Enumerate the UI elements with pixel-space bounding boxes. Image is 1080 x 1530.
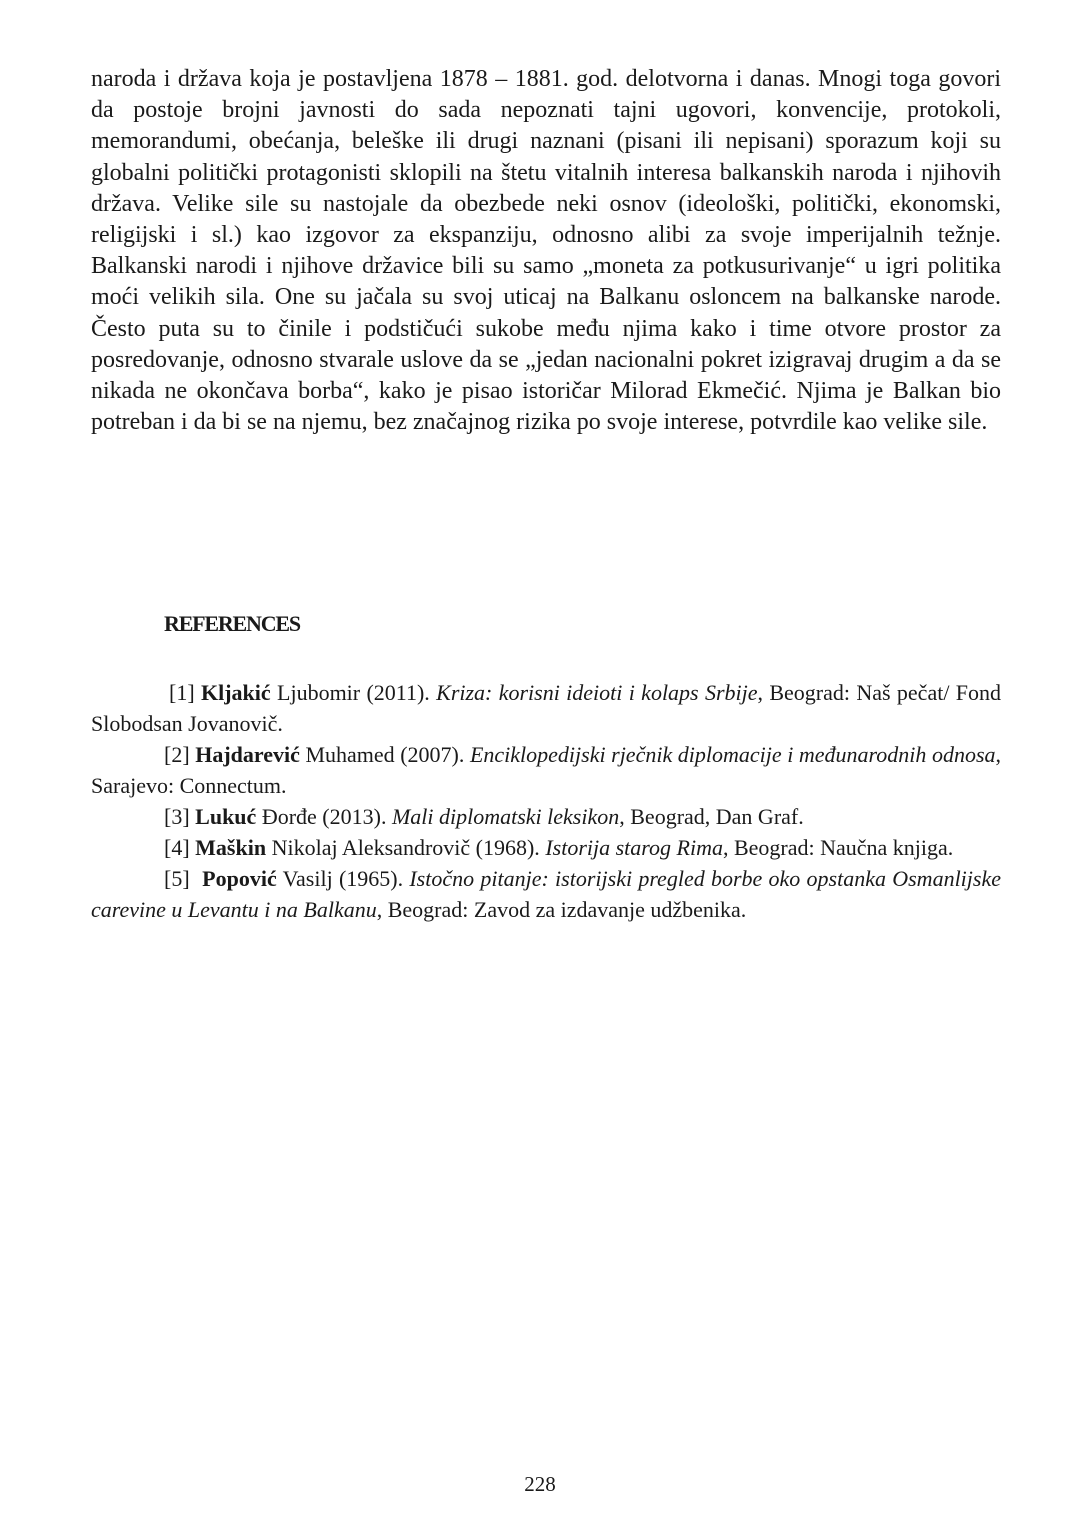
reference-title: Istočno pitanje: istorijski pregled borbe oko opstanka Osmanlijske carevine u Levantu i na Balkanu	[91, 866, 1002, 922]
page-number: 228	[524, 1472, 556, 1496]
reference-item-3	[91, 801, 1001, 832]
reference-number: [3]	[164, 804, 190, 829]
reference-item-5	[91, 863, 1001, 925]
references-heading: REFERENCES	[164, 611, 300, 636]
body-paragraph: naroda i država koja je postavljena 1878 – 1881. god. delotvorna i danas. Mnogi toga govori da postoje brojni javnosti do sada nepoznati tajni ugovori, konvencije, protokoli, memorandumi, obećanja, beleške ili drugi naznani (pisani ili nepisani) sporazum koji su globalni politički protagonisti sklopili na štetu vitalnih interesa balkanskih naroda i njihovih država. Velike sile su nastojale da obezbede neki osnov (ideološki, politički, ekonomski, religijski i sl.) kao izgovor za ekspanziju, odnosno alibi za svoje imperijalnih težnje. Balkanski narodi i njihove državice bili su samo „moneta za potkusurivanje“ u igri politika moći velikih sila. One su jačala su svoj uticaj na Balkanu osloncem na balkanske narode. Često puta su to činile i podstičući sukobe među njima kako i time otvore prostor za posredovanje, odnosno stvarale uslove da se „jedan nacionalni pokret izigravaj drugim a da se nikada ne okončava borba“, kako je pisao istoričar Milorad Ekmečić. Njima je Balkan bio potreban i da bi se na njemu, bez značajnog rizika po svoje interese, potvrdile kao velike sile.	[91, 66, 1001, 436]
reference-title: Kriza: korisni ideioti i kolaps Srbije	[436, 680, 758, 705]
reference-item-1	[91, 677, 1001, 739]
reference-publisher: , Beograd: Naučna knjiga.	[722, 835, 954, 860]
reference-author: Hajdarević	[195, 742, 300, 767]
reference-title: Enciklopedijski rječnik diplomacije i međunarodnih odnosa	[469, 742, 996, 767]
reference-author: Kljakić	[201, 680, 271, 705]
reference-number: [4]	[164, 835, 190, 860]
reference-author: Maškin	[195, 835, 267, 860]
reference-item-4	[91, 832, 1001, 863]
page-content	[91, 64, 1002, 922]
reference-item-2	[91, 739, 1001, 801]
reference-number: [5]	[164, 866, 190, 891]
reference-details: Muhamed (2007).	[299, 742, 470, 767]
reference-title: Mali diplomatski leksikon	[391, 804, 620, 829]
reference-publisher: , Beograd, Dan Graf.	[619, 804, 804, 829]
reference-details: Vasilj (1965).	[276, 866, 410, 891]
reference-number: [2]	[164, 742, 190, 767]
reference-publisher: , Beograd: Naš pečat/ Fond Slobodsan Jovanovič.	[91, 680, 1002, 736]
reference-publisher: , Sarajevo: Connectum.	[91, 742, 1002, 798]
reference-details: Ljubomir (2011).	[270, 680, 437, 705]
reference-details: Đorđe (2013).	[256, 804, 392, 829]
reference-author: Popović	[202, 866, 277, 891]
reference-author: Lukuć	[195, 804, 257, 829]
references-list	[91, 677, 1001, 925]
reference-publisher: , Beograd: Zavod za izdavanje udžbenika.	[376, 897, 747, 922]
reference-title: Istorija starog Rima	[545, 835, 723, 860]
reference-number: [1]	[169, 680, 195, 705]
reference-details: Nikolaj Aleksandrovič (1968).	[266, 835, 546, 860]
